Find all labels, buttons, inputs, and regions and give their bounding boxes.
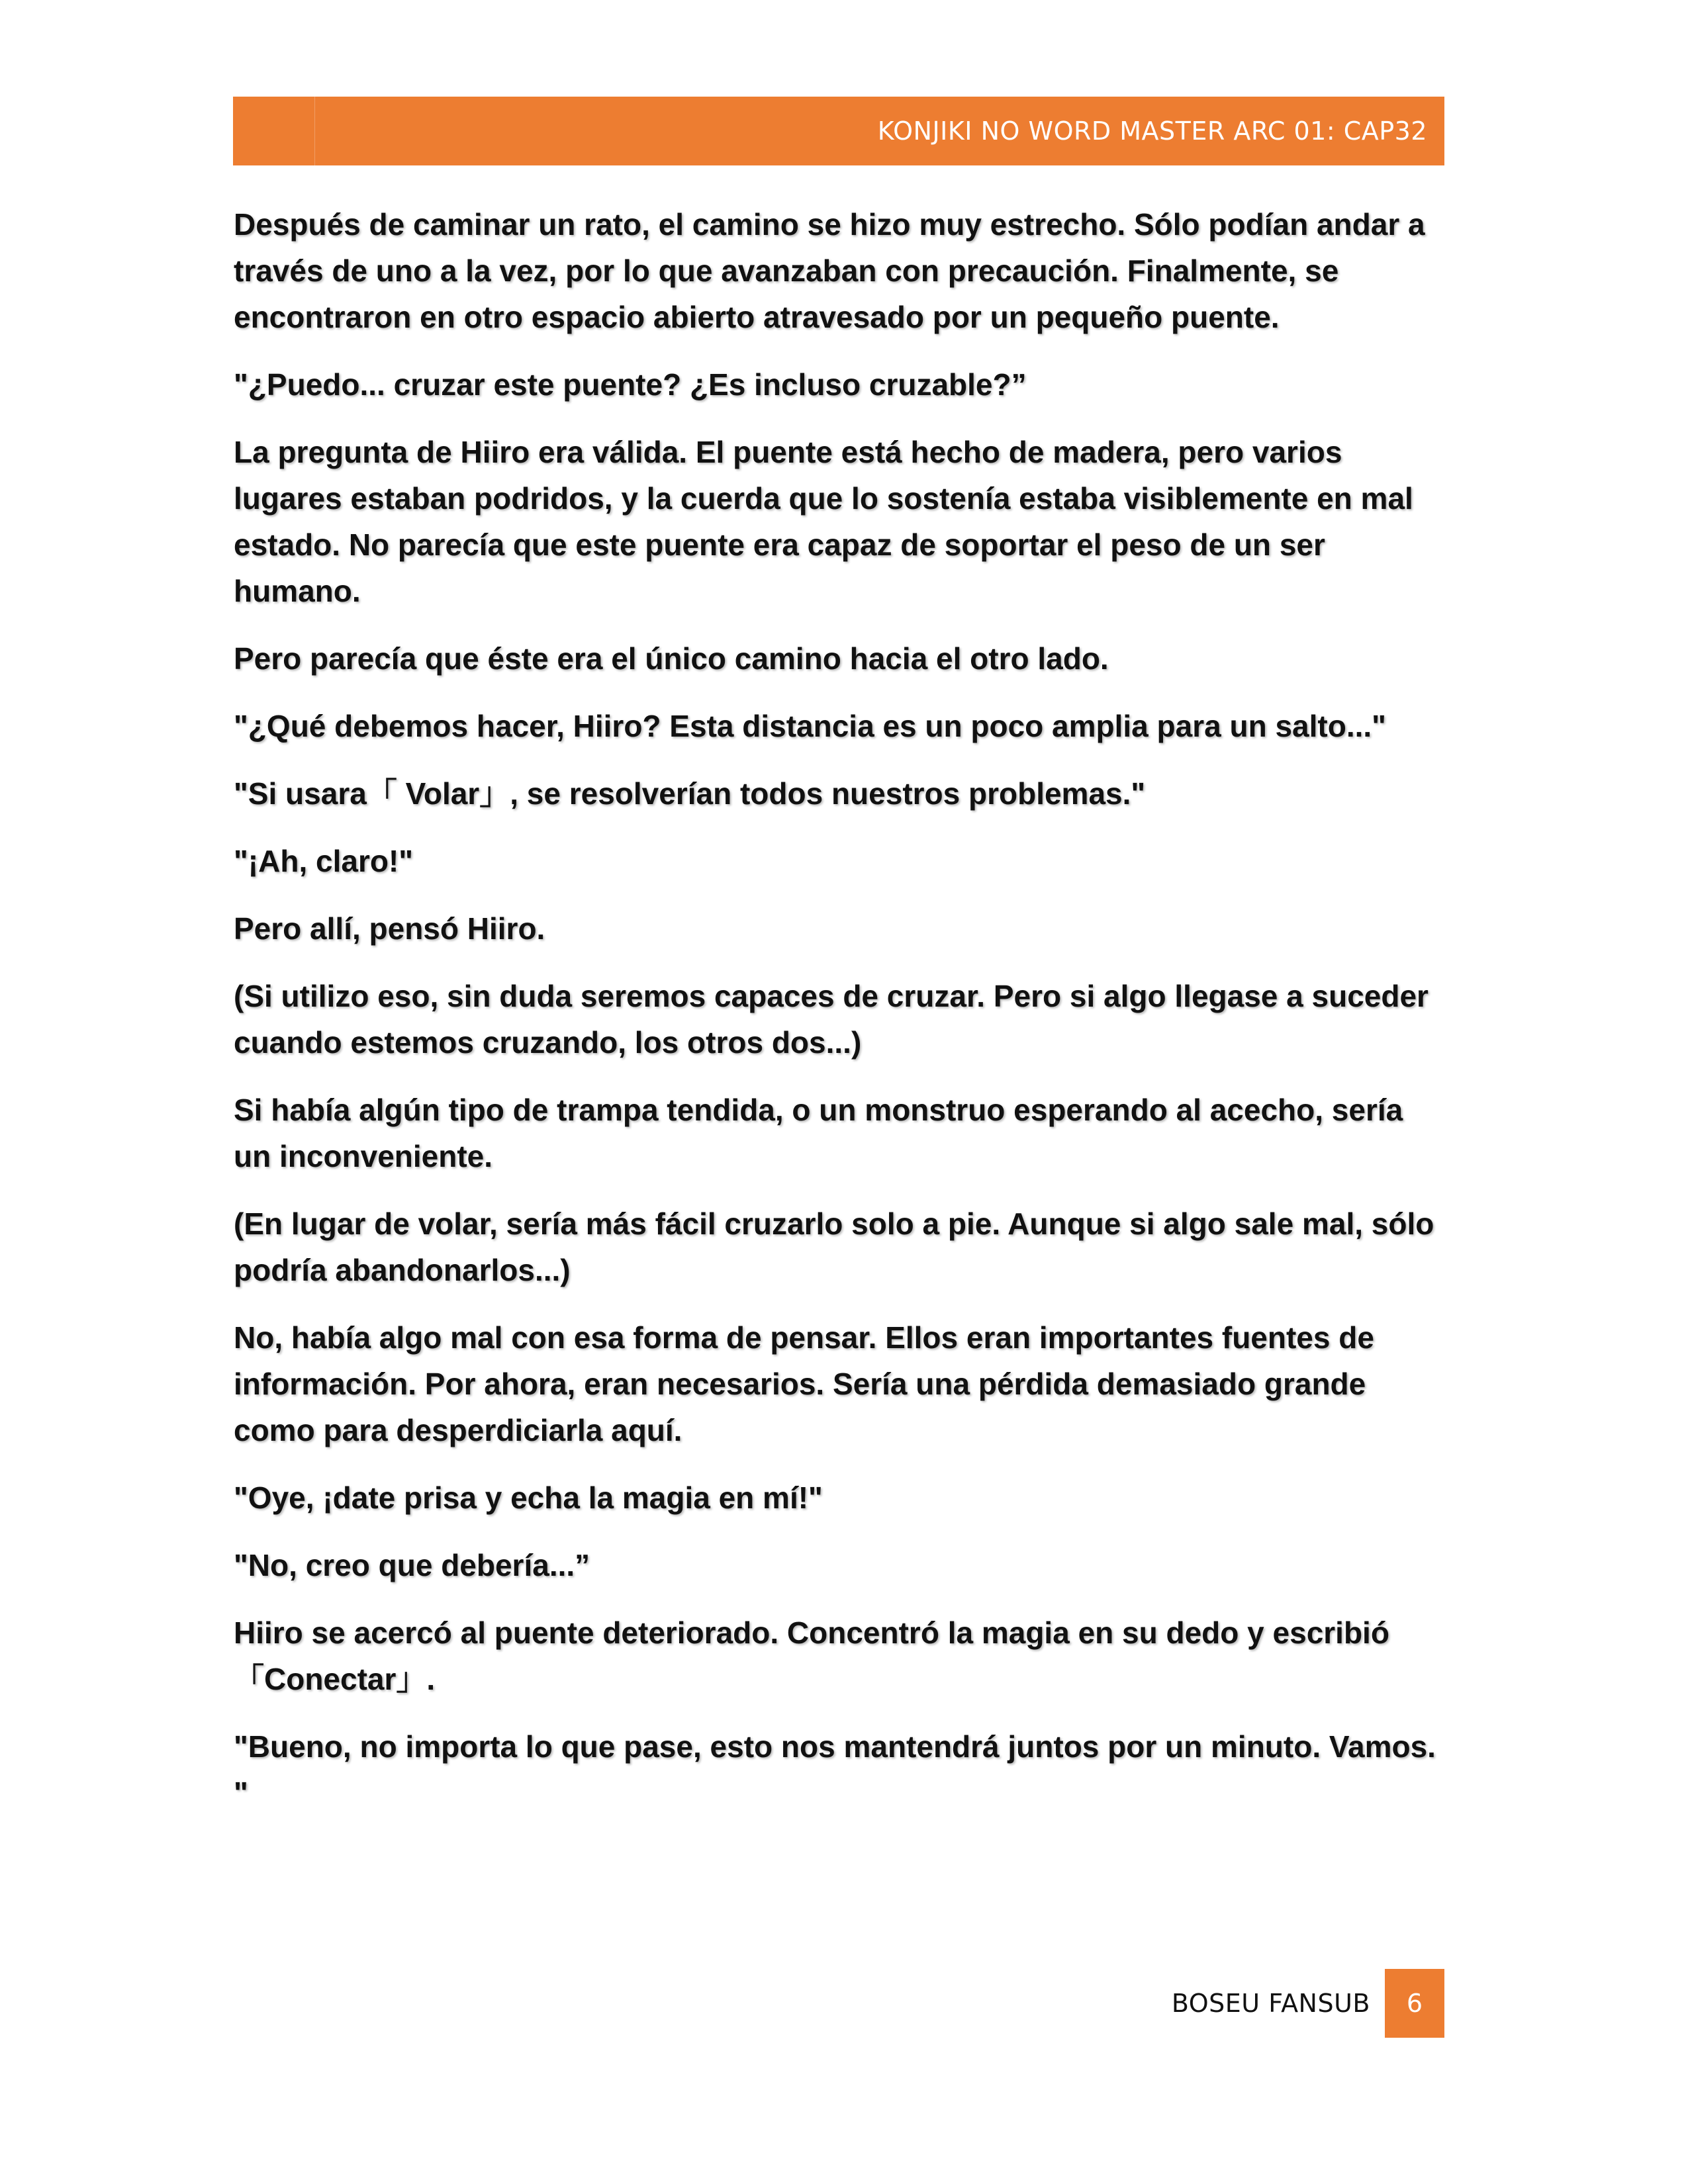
paragraph: Pero parecía que éste era el único camino hacia el otro lado. xyxy=(234,641,1109,676)
paragraph: No, había algo mal con esa forma de pensar. Ellos eran importantes fuentes de información. Por ahora, eran necesarios. Sería una pérdida demasiado grande como para desperdiciarla aquí. xyxy=(234,1320,1374,1447)
footer-label: BOSEU FANSUB xyxy=(1171,1989,1370,2018)
page-number: 6 xyxy=(1385,1969,1444,2038)
page-body xyxy=(234,201,1445,1837)
paragraph: Después de caminar un rato, el camino se hizo muy estrecho. Sólo podían andar a través de uno a la vez, por lo que avanzaban con precaución. Finalmente, se encontraron en otro espacio abierto atravesado por un pequeño puente. xyxy=(234,207,1425,334)
paragraph: "¿Puedo... cruzar este puente? ¿Es incluso cruzable?” xyxy=(234,367,1027,402)
paragraph: "No, creo que debería...” xyxy=(234,1548,590,1582)
paragraph: "Bueno, no importa lo que pase, esto nos mantendrá juntos por un minuto. Vamos. " xyxy=(234,1729,1436,1810)
header-title: KONJIKI NO WORD MASTER ARC 01: CAP32 xyxy=(877,116,1427,146)
paragraph: La pregunta de Hiiro era válida. El puente está hecho de madera, pero varios lugares estaban podridos, y la cuerda que lo sostenía estaba visiblemente en mal estado. No parecía que este puente era capaz de soportar el peso de un ser humano. xyxy=(234,435,1413,608)
paragraph: (En lugar de volar, sería más fácil cruzarlo solo a pie. Aunque si algo sale mal, sólo podría abandonarlos...) xyxy=(234,1206,1434,1287)
paragraph: Pero allí, pensó Hiiro. xyxy=(234,911,545,946)
paragraph: "¿Qué debemos hacer, Hiiro? Esta distancia es un poco amplia para un salto..." xyxy=(234,709,1386,743)
paragraph: Si había algún tipo de trampa tendida, o un monstruo esperando al acecho, sería un inconveniente. xyxy=(234,1093,1403,1173)
header-accent-block xyxy=(233,97,315,165)
paragraph: (Si utilizo eso, sin duda seremos capaces de cruzar. Pero si algo llegase a suceder cuando estemos cruzando, los otros dos...) xyxy=(234,979,1429,1060)
paragraph: "Oye, ¡date prisa y echa la magia en mí!" xyxy=(234,1480,823,1515)
paragraph: "¡Ah, claro!" xyxy=(234,844,414,878)
header-bar xyxy=(233,97,1444,165)
paragraph: "Si usara「 Volar」, se resolverían todos nuestros problemas." xyxy=(234,776,1146,811)
paragraph: Hiiro se acercó al puente deteriorado. Concentró la magia en su dedo y escribió 「Conectar」. xyxy=(234,1615,1389,1696)
